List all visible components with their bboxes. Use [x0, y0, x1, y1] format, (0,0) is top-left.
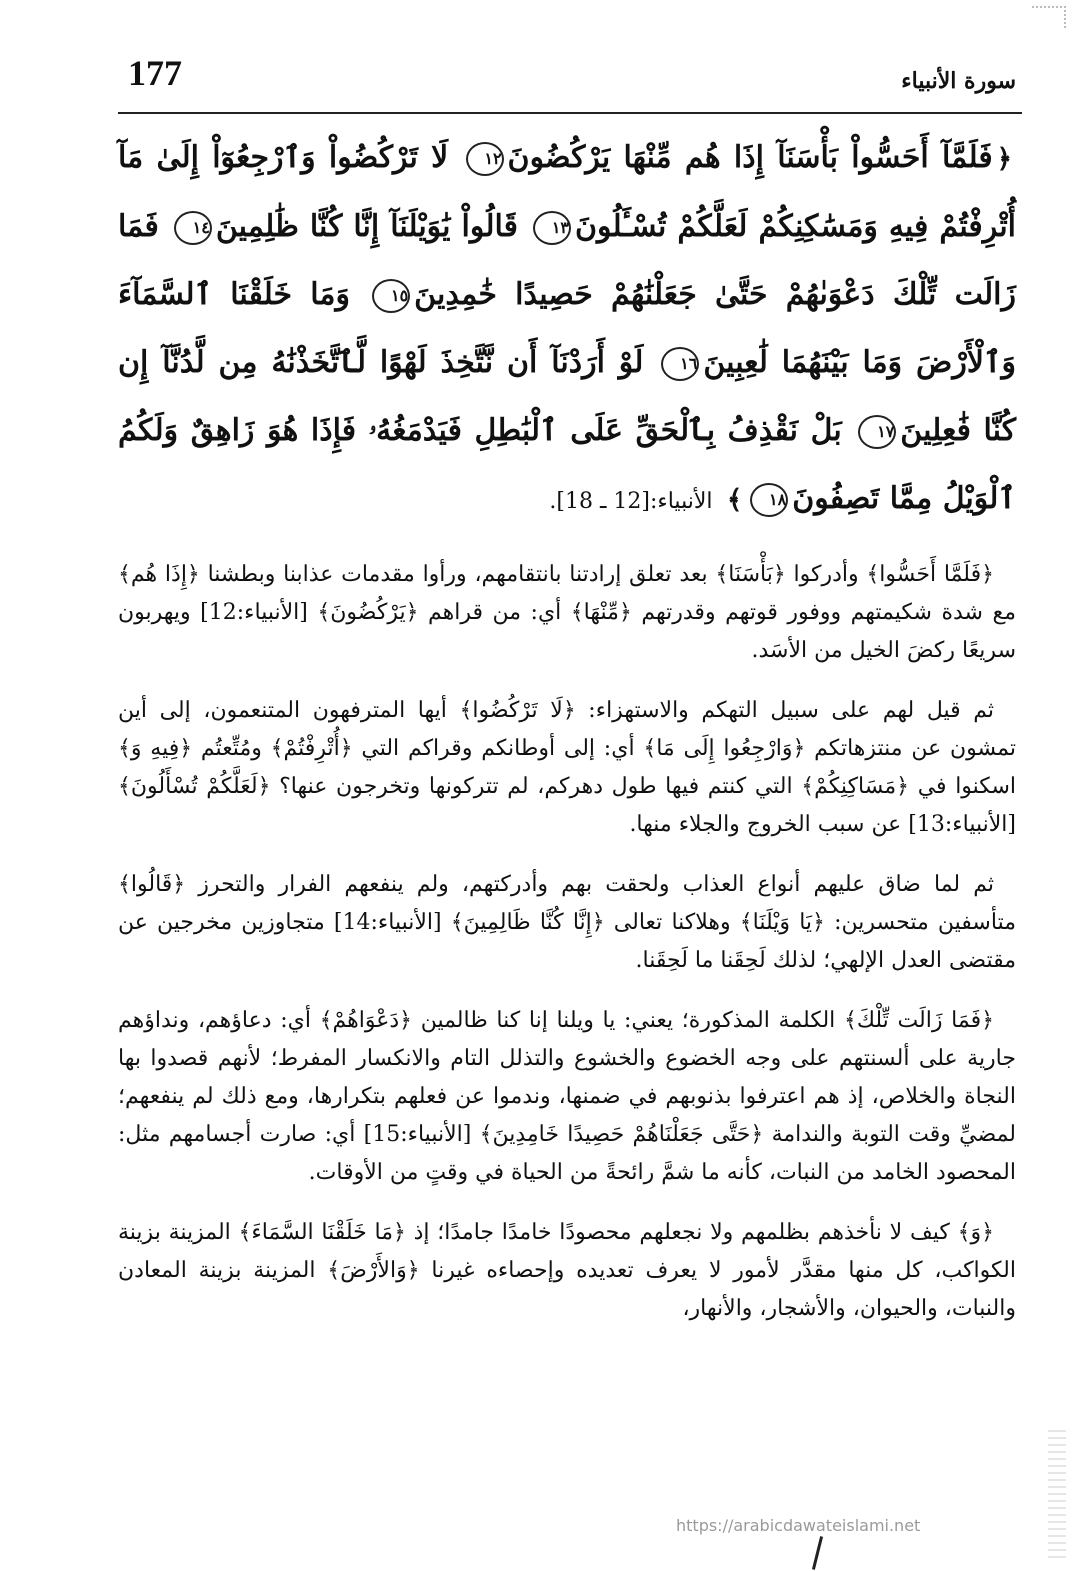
ayah-number-17: ١٧ [858, 415, 896, 449]
verse-18: بَلْ نَقْذِفُ بِٱلْحَقِّ عَلَى ٱلْبَٰطِلِ فَيَدْمَغُهُۥ فَإِذَا هُوَ زَاهِقٌ وَلَكُمُ ٱلْوَيْلُ مِمَّا تَصِفُونَ [118, 413, 1016, 516]
surah-title: سورة الأنبياء [901, 68, 1016, 94]
commentary-paragraph-5: ﴿وَ﴾ كيف لا نأخذهم بظلمهم ولا نجعلهم محصودًا خامدًا جامدًا؛ إذ ﴿مَا خَلَقْنَا السَّمَاءَ﴾ المزينة بزينة الكواكب، كل منها مقدَّر لأمور لا يعرف تعديده وإحصاءه غيرنا ﴿وَالأَرْضَ﴾ المزينة بزينة المعادن والنبات، والحيوان، والأشجار، والأنهار، [118, 1220, 1016, 1321]
verse-12: فَلَمَّآ أَحَسُّواْ بَأْسَنَآ إِذَا هُم مِّنْهَا يَرْكُضُونَ [507, 140, 993, 175]
ayah-number-14: ١٤ [174, 211, 212, 245]
commentary-paragraph-1: ﴿فَلَمَّا أَحَسُّوا﴾ وأدركوا ﴿بَأْسَنَا﴾ بعد تعلق إرادتنا بانتقامهم، ورأوا مقدمات عذابنا وبطشنا ﴿إِذَا هُم﴾ مع شدة شكيمتهم ووفور قوتهم وقدرتهم ﴿مِّنْهَا﴾ أي: من قراهم ﴿يَرْكُضُونَ﴾ [الأنبياء:12] ويهربون سريعًا ركضَ الخيل من الأسَد. [118, 562, 1016, 663]
verse-14: قَالُواْ يَٰوَيْلَنَآ إِنَّا كُنَّا ظَٰلِمِينَ [215, 209, 518, 244]
verse-13: لَا تَرْكُضُواْ وَٱرْجِعُوٓاْ إِلَىٰ مَآ أُتْرِفْتُمْ فِيهِ وَمَسَٰكِنِكُمْ لَعَلَّكُمْ تُسْـَٔلُونَ [118, 140, 1017, 244]
verse-16: وَمَا خَلَقْنَا ٱلسَّمَآءَ وَٱلْأَرْضَ وَمَا بَيْنَهُمَا لَٰعِبِينَ [118, 277, 1016, 380]
source-watermark: https://arabicdawateislami.net [676, 1516, 921, 1535]
ayah-number-12: ١٢ [466, 142, 504, 176]
commentary-paragraph-2: ثم قيل لهم على سبيل التهكم والاستهزاء: ﴿لَا تَرْكُضُوا﴾ أيها المترفهون المتنعمون، إلى أين تمشون عن منتزهاتكم ﴿وَارْجِعُوا إِلَى مَا﴾ أي: إلى أوطانكم وقراكم التي ﴿أُتْرِفْتُمْ﴾ ومُتِّعتُم ﴿فِيهِ وَ﴾ اسكنوا في ﴿مَسَاكِنِكُمْ﴾ التي كنتم فيها طول دهركم، لم تتركونها وتخرجون عنها؟ ﴿لَعَلَّكُمْ تُسْأَلُونَ﴾ [الأنبياء:13] عن سبب الخروج والجلاء منها. [118, 698, 1017, 837]
verse-15: فَمَا زَالَت تِّلْكَ دَعْوَىٰهُمْ حَتَّىٰ جَعَلْنَٰهُمْ حَصِيدًا خَٰمِدِينَ [118, 209, 1016, 312]
ayah-number-13: ١٣ [533, 211, 571, 245]
commentary-paragraph-3: ثم لما ضاق عليهم أنواع العذاب ولحقت بهم وأدركتهم، ولم ينفعهم الفرار والتحرز ﴿قَالُوا﴾ متأسفين متحسرين: ﴿يَا وَيْلَنَا﴾ وهلاكنا تعالى ﴿إِنَّا كُنَّا ظَالِمِينَ﴾ [الأنبياء:14] متجاوزين مخرجين عن مقتضى العدل الإلهي؛ لذلك لَحِقَنا ما لَحِقَنا. [118, 872, 1016, 973]
verse-17: لَوْ أَرَدْنَآ أَن نَّتَّخِذَ لَهْوًا لَّٱتَّخَذْنَٰهُ مِن لَّدُنَّآ إِن كُنَّا فَٰعِلِينَ [118, 345, 1016, 448]
header-divider [118, 112, 1022, 114]
ayah-number-18: ١٨ [750, 483, 788, 517]
ayah-number-16: ١٦ [661, 347, 699, 381]
verse-close-bracket: ﴾ [726, 485, 743, 515]
ayah-number-15: ١٥ [372, 279, 410, 313]
scan-edge-noise [1048, 1430, 1066, 1560]
pen-stroke-mark [812, 1536, 823, 1570]
commentary-paragraph-4: ﴿فَمَا زَالَت تِّلْكَ﴾ الكلمة المذكورة؛ يعني: يا ويلنا إنا كنا ظالمين ﴿دَعْوَاهُمْ﴾ أي: دعاؤهم، ونداؤهم جارية على ألسنتهم على وجه الخضوع والخشوع والتذلل التام والانكسار المفرط؛ لأنهم قصدوا بها النجاة والخلاص، إذ هم اعترفوا بذنوبهم في ضمنها، وندموا عن فعلهم بتكرارها، ومع ذلك لم ينفعهم؛ لمضيِّ وقت التوبة والندامة ﴿حَتَّى جَعَلْنَاهُمْ حَصِيدًا خَامِدِينَ﴾ [الأنبياء:15] أي: صارت أجسامهم مثل: المحصود الخامد من النبات، كأنه ما شمَّ رائحةً من الحياة في وقتٍ من الأوقات. [118, 1008, 1016, 1185]
quran-verses-block [118, 124, 1016, 536]
scan-corner-mark [1032, 6, 1066, 28]
verse-open-bracket: ﴿ [996, 144, 1012, 174]
page-body [118, 124, 1016, 1350]
verse-reference: الأنبياء:[12 ـ 18]. [549, 489, 713, 514]
page-number: 177 [128, 53, 182, 93]
